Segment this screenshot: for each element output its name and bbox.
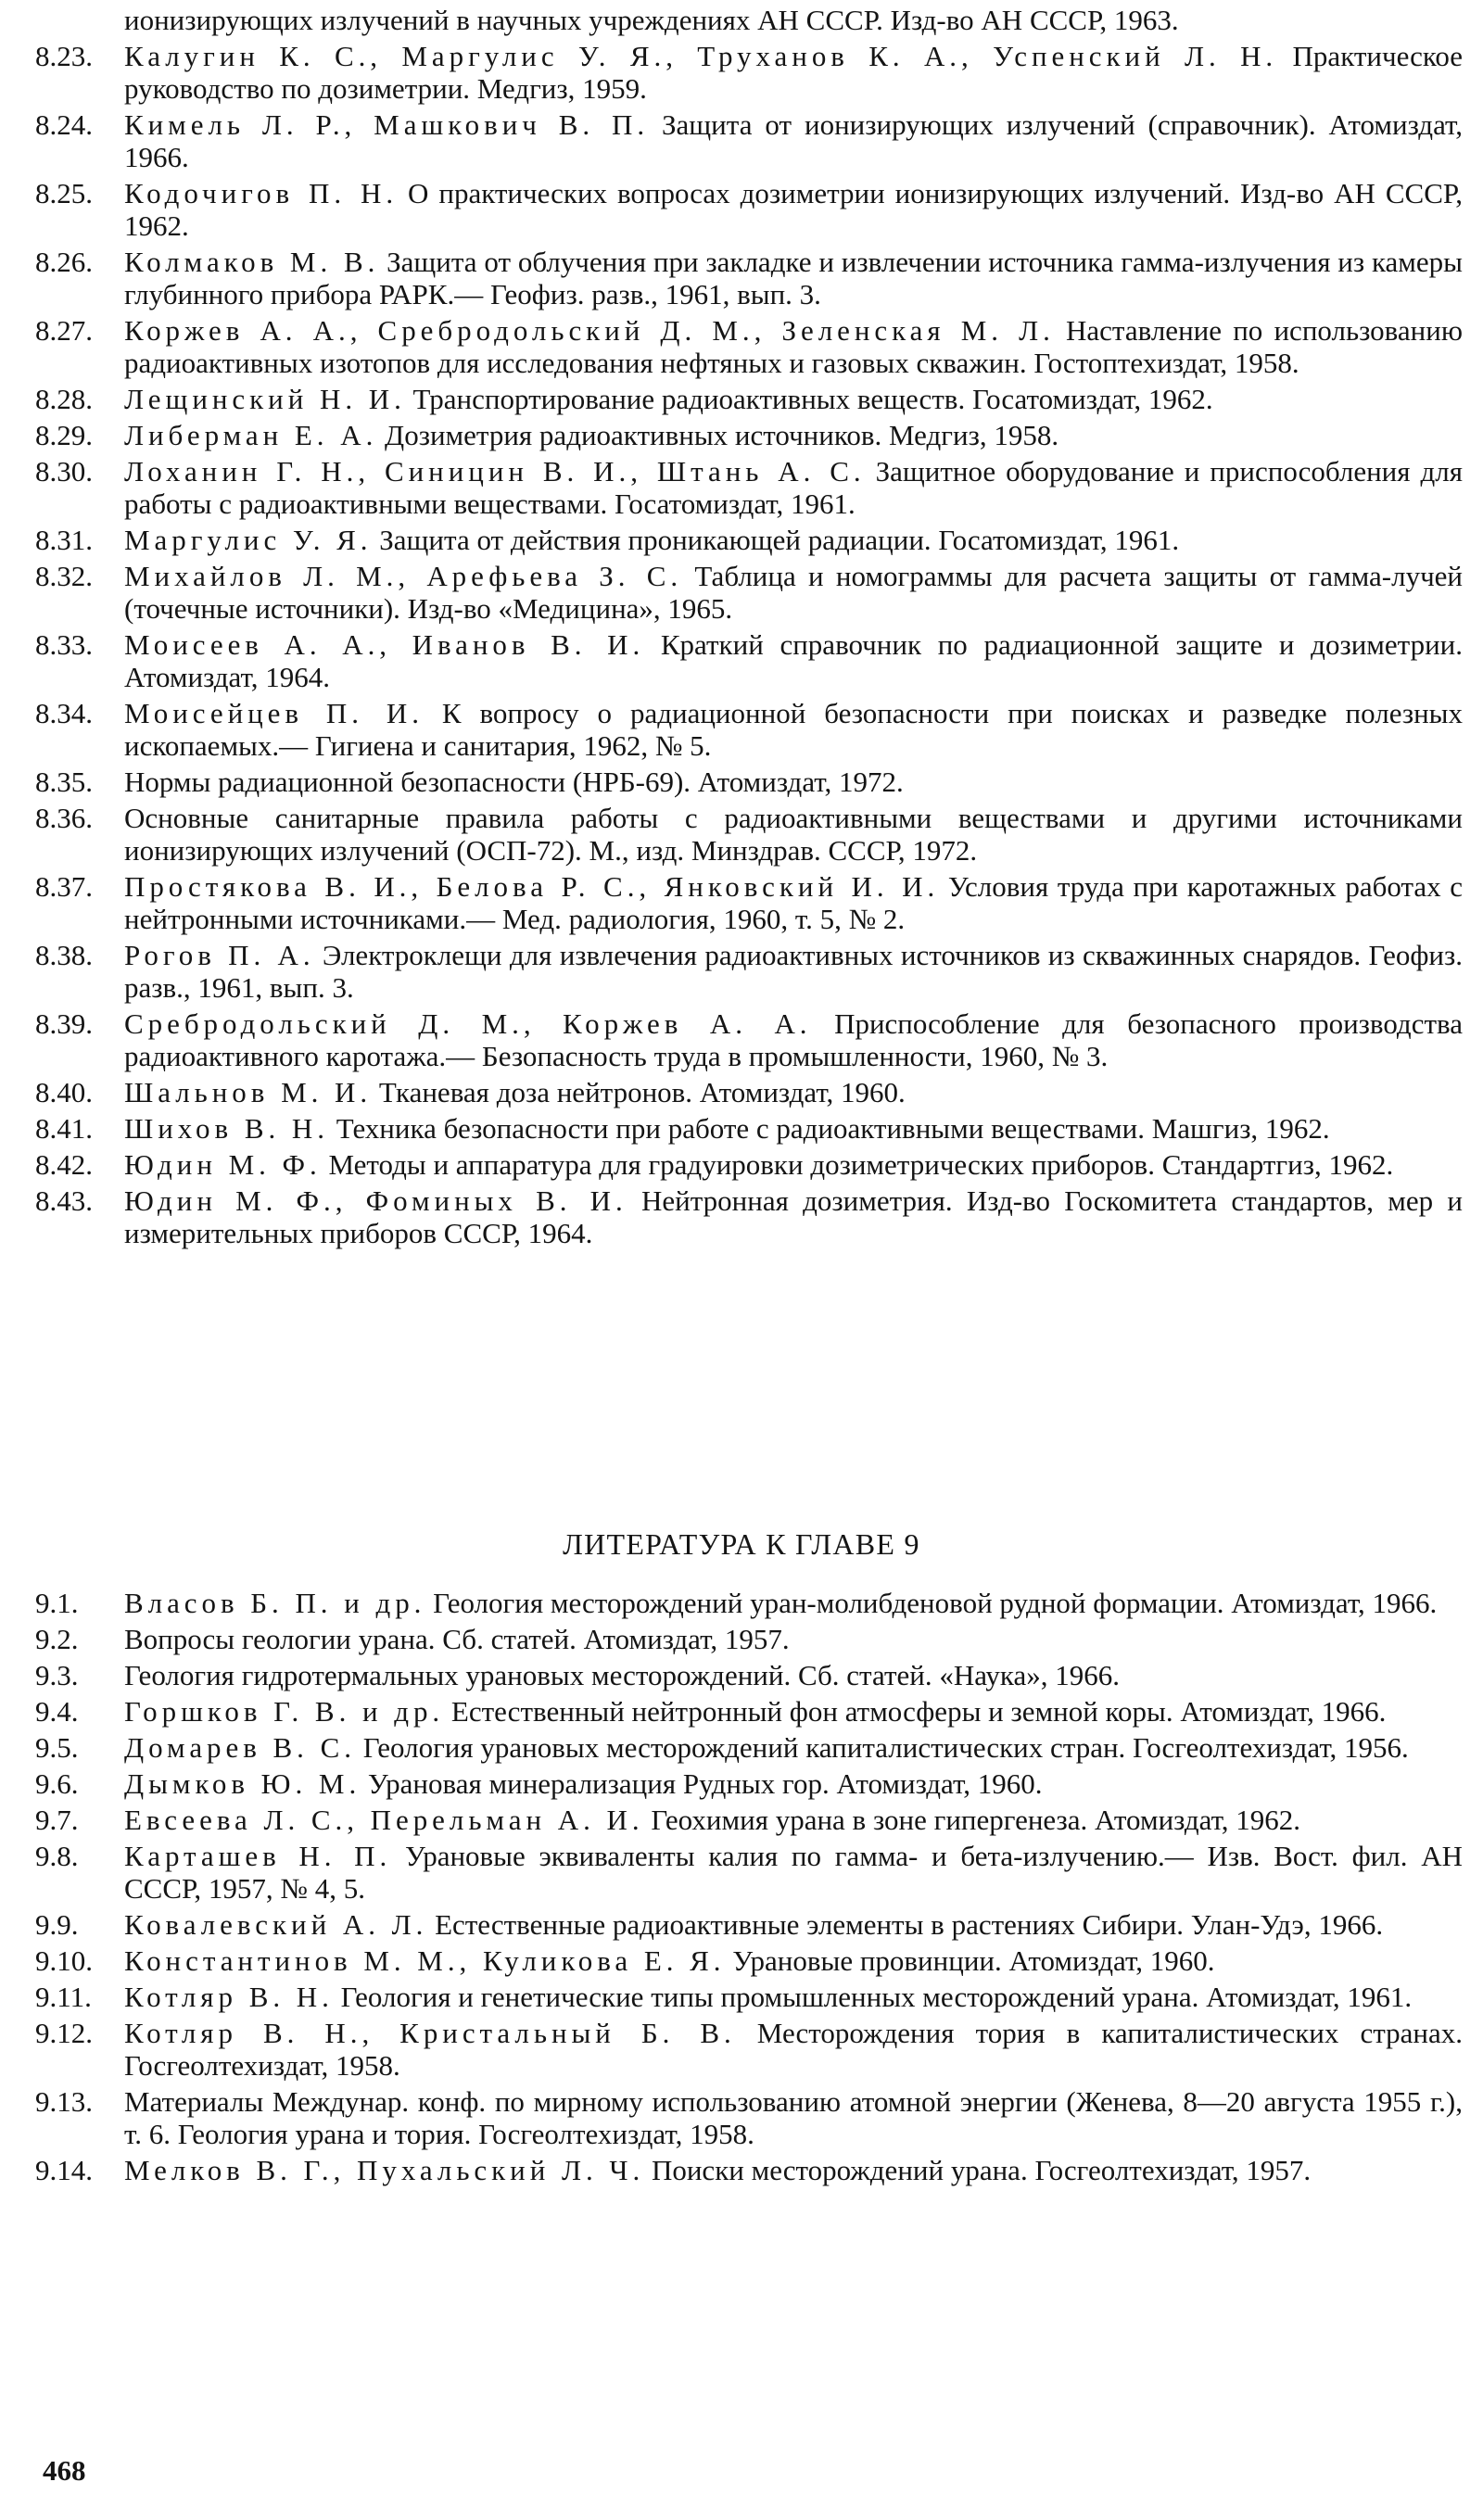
reference-number: 8.26. [35, 246, 93, 278]
reference-authors: Простякова В. И., Белова Р. С., Янковский И. И. [124, 870, 940, 903]
reference-body [124, 1587, 1437, 1619]
reference-number: 8.41. [35, 1112, 93, 1145]
reference-authors: Коржев А. А., Сребродольский Д. М., Зеленская М. Л. [124, 314, 1055, 347]
reference-entry [35, 455, 1463, 520]
reference-body [124, 1148, 1393, 1181]
reference-authors: Маргулис У. Я. [124, 524, 373, 556]
reference-body [124, 2085, 1463, 2150]
reference-list-chapter-8 [35, 4, 1463, 1253]
reference-body [124, 560, 1463, 625]
reference-body [124, 1184, 1463, 1249]
reference-number: 9.13. [35, 2085, 93, 2118]
reference-number: 8.32. [35, 560, 93, 592]
reference-authors: Евсеева Л. С., Перельман А. И. [124, 1804, 644, 1836]
reference-text: Геология гидротермальных урановых месторождений. Сб. статей. «Наука», 1966. [124, 1659, 1121, 1691]
reference-text: К вопросу о радиационной безопасности при поисках и разведке полезных ископаемых.— Гигиена и санитария, 1962, № 5. [124, 697, 1463, 762]
reference-text: Электроклещи для извлечения радиоактивных источников из скважинных снарядов. Геофиз. разв., 1961, вып. 3. [124, 939, 1463, 1004]
reference-body [124, 1908, 1383, 1941]
reference-number: 8.42. [35, 1148, 93, 1181]
reference-authors: Лещинский Н. И. [124, 383, 406, 415]
reference-body [124, 40, 1463, 105]
reference-entry [35, 40, 1463, 105]
reference-text: Вопросы геологии урана. Сб. статей. Атомиздат, 1957. [124, 1623, 790, 1655]
reference-text: ионизирующих излучений в научных учреждениях АН СССР. Изд-во АН СССР, 1963. [124, 4, 1179, 36]
reference-body [124, 1695, 1386, 1728]
reference-text: Тканевая доза нейтронов. Атомиздат, 1960. [378, 1076, 906, 1108]
reference-entry [35, 1981, 1463, 2013]
reference-entry [35, 177, 1463, 242]
reference-text: Геология и генетические типы промышленных месторождений урана. Атомиздат, 1961. [340, 1981, 1413, 2013]
reference-number: 9.11. [35, 1981, 92, 2013]
reference-authors: Колмаков М. В. [124, 246, 380, 278]
reference-entry [35, 1587, 1463, 1619]
reference-body [124, 802, 1463, 867]
reference-entry [35, 2154, 1463, 2186]
reference-number: 8.43. [35, 1184, 93, 1217]
reference-body [124, 1076, 906, 1108]
section-heading: ЛИТЕРАТУРА К ГЛАВЕ 9 [563, 1527, 920, 1561]
reference-entry [35, 1840, 1463, 1905]
reference-body [124, 4, 1179, 36]
reference-entry [35, 108, 1463, 173]
reference-entry [35, 560, 1463, 625]
reference-authors: Котляр В. Н., Кристальный Б. В. [124, 2017, 736, 2049]
reference-authors: Домарев В. С. [124, 1731, 356, 1764]
reference-number: 8.36. [35, 802, 93, 834]
reference-text: Геология месторождений уран-молибденовой рудной формации. Атомиздат, 1966. [433, 1587, 1438, 1619]
reference-entry [35, 1184, 1463, 1249]
reference-number: 9.7. [35, 1804, 79, 1836]
reference-text: Защита от облучения при закладке и извлечении источника гамма-излучения из камеры глубинного прибора РАРК.— Геофиз. разв., 1961, вып. 3. [124, 246, 1464, 310]
reference-number: 9.6. [35, 1767, 79, 1800]
reference-authors: Ковалевский А. Л. [124, 1908, 428, 1941]
reference-number: 9.1. [35, 1587, 79, 1619]
reference-text: Таблица и номограммы для расчета защиты от гамма-лучей (точечные источники). Изд-во «Медицина», 1965. [124, 560, 1464, 625]
reference-authors: Шихов В. Н. [124, 1112, 329, 1145]
reference-authors: Власов Б. П. и др. [124, 1587, 426, 1619]
reference-text: Наставление по использованию радиоактивных изотопов для исследования нефтяных и газовых скважин. Гостоптехиздат, 1958. [124, 314, 1463, 379]
reference-authors: Калугин К. С., Маргулис У. Я., Труханов К. А., Успенский Л. Н. [124, 40, 1278, 72]
reference-authors: Мелков В. Г., Пухальский Л. Ч. [124, 2154, 645, 2186]
reference-text: Приспособление для безопасного производства радиоактивного каротажа.— Безопасность труда в промышленности, 1960, № 3. [124, 1007, 1463, 1072]
reference-number: 9.2. [35, 1623, 79, 1655]
reference-authors: Шальнов М. И. [124, 1076, 373, 1108]
reference-body [124, 177, 1463, 242]
reference-body [124, 870, 1463, 935]
reference-text: Защита от действия проникающей радиации. Госатомиздат, 1961. [379, 524, 1180, 556]
reference-entry [35, 1148, 1463, 1181]
reference-text: Нормы радиационной безопасности (НРБ-69). Атомиздат, 1972. [124, 766, 904, 798]
reference-body [124, 1840, 1463, 1905]
reference-text: Геохимия урана в зоне гипергенеза. Атомиздат, 1962. [651, 1804, 1301, 1836]
reference-authors: Кимель Л. Р., Машкович В. П. [124, 108, 650, 141]
reference-entry [35, 628, 1463, 693]
reference-entry [35, 1695, 1463, 1728]
reference-authors: Карташев Н. П. [124, 1840, 392, 1872]
reference-number: 8.31. [35, 524, 93, 556]
reference-text: Нейтронная дозиметрия. Изд-во Госкомитета стандартов, мер и измерительных приборов СССР, 1964. [124, 1184, 1463, 1249]
reference-entry [35, 1908, 1463, 1941]
reference-number: 8.27. [35, 314, 93, 347]
reference-authors: Лоханин Г. Н., Синицин В. И., Штань А. С. [124, 455, 866, 488]
page-number: 468 [43, 2454, 86, 2487]
reference-authors: Дымков Ю. М. [124, 1767, 361, 1800]
reference-number: 8.25. [35, 177, 93, 209]
reference-entry [35, 1076, 1463, 1108]
reference-entry [35, 697, 1463, 762]
reference-number: 9.12. [35, 2017, 93, 2049]
reference-text: Поиски месторождений урана. Госгеолтехиздат, 1957. [651, 2154, 1312, 2186]
reference-body [124, 419, 1058, 451]
reference-number: 8.34. [35, 697, 93, 729]
reference-body [124, 314, 1463, 379]
reference-authors: Константинов М. М., Куликова Е. Я. [124, 1944, 726, 1977]
reference-text: Условия труда при каротажных работах с нейтронными источниками.— Мед. радиология, 1960, т. 5, № 2. [124, 870, 1463, 935]
reference-authors: Кодочигов П. Н. [124, 177, 399, 209]
reference-text: Транспортирование радиоактивных веществ. Госатомиздат, 1962. [412, 383, 1213, 415]
reference-text: Естественные радиоактивные элементы в растениях Сибири. Улан-Удэ, 1966. [435, 1908, 1384, 1941]
reference-body [124, 524, 1179, 556]
reference-entry [35, 766, 1463, 798]
reference-number: 9.5. [35, 1731, 79, 1764]
reference-text: Материалы Междунар. конф. по мирному использованию атомной энергии (Женева, 8—20 августа 1955 г.), т. 6. Геология урана и тория. Госгеолтехиздат, 1958. [124, 2085, 1463, 2150]
reference-body [124, 1112, 1330, 1145]
reference-authors: Сребродольский Д. М., Коржев А. А. [124, 1007, 812, 1040]
reference-body [124, 1007, 1463, 1072]
reference-number: 8.28. [35, 383, 93, 415]
reference-body [124, 1981, 1412, 2013]
reference-number: 9.9. [35, 1908, 79, 1941]
reference-entry [35, 2085, 1463, 2150]
reference-entry [35, 2017, 1463, 2082]
reference-number: 8.39. [35, 1007, 93, 1040]
reference-number: 8.29. [35, 419, 93, 451]
reference-body [124, 939, 1463, 1004]
reference-number: 8.24. [35, 108, 93, 141]
reference-authors: Котляр В. Н. [124, 1981, 334, 2013]
reference-body [124, 628, 1463, 693]
reference-body [124, 1623, 790, 1655]
reference-number: 8.40. [35, 1076, 93, 1108]
reference-entry [35, 1944, 1463, 1977]
reference-text: Естественный нейтронный фон атмосферы и земной коры. Атомиздат, 1966. [450, 1695, 1387, 1728]
reference-entry [35, 314, 1463, 379]
reference-authors: Либерман Е. А. [124, 419, 378, 451]
reference-text: Защита от ионизирующих излучений (справочник). Атомиздат, 1966. [124, 108, 1463, 173]
reference-body [124, 2154, 1311, 2186]
reference-authors: Моисеев А. А., Иванов В. И. [124, 628, 645, 661]
reference-entry [35, 1623, 1463, 1655]
reference-entry [35, 1804, 1463, 1836]
reference-body [124, 697, 1463, 762]
reference-entry [35, 383, 1463, 415]
reference-number: 9.14. [35, 2154, 93, 2186]
reference-text: Техника безопасности при работе с радиоактивными веществами. Машгиз, 1962. [336, 1112, 1330, 1145]
reference-text: Основные санитарные правила работы с радиоактивными веществами и другими источниками ионизирующих излучений (ОСП-72). М., изд. Минздрав. СССР, 1972. [124, 802, 1463, 867]
reference-text: Практическое руководство по дозиметрии. Медгиз, 1959. [124, 40, 1463, 105]
reference-number: 8.37. [35, 870, 93, 903]
reference-authors: Рогов П. А. [124, 939, 315, 971]
reference-body [124, 1767, 1042, 1800]
reference-body [124, 1944, 1215, 1977]
reference-entry [35, 802, 1463, 867]
reference-entry [35, 870, 1463, 935]
reference-entry [35, 1767, 1463, 1800]
reference-text: Урановые провинции. Атомиздат, 1960. [732, 1944, 1215, 1977]
reference-number: 9.4. [35, 1695, 79, 1728]
reference-text: Краткий справочник по радиационной защите и дозиметрии. Атомиздат, 1964. [124, 628, 1464, 693]
reference-entry [35, 939, 1463, 1004]
reference-number: 8.35. [35, 766, 93, 798]
reference-number: 9.8. [35, 1840, 79, 1872]
reference-entry [35, 1659, 1463, 1691]
reference-text: Месторождения тория в капиталистических странах. Госгеолтехиздат, 1958. [124, 2017, 1464, 2082]
reference-authors: Юдин М. Ф. [124, 1148, 322, 1181]
reference-text: О практических вопросах дозиметрии ионизирующих излучений. Изд-во АН СССР, 1962. [124, 177, 1464, 242]
reference-text: Защитное оборудование и приспособления для работы с радиоактивными веществами. Госатомиздат, 1961. [124, 455, 1463, 520]
reference-entry [35, 419, 1463, 451]
reference-authors: Михайлов Л. М., Арефьева З. С. [124, 560, 683, 592]
reference-authors: Горшков Г. В. и др. [124, 1695, 445, 1728]
reference-number: 8.33. [35, 628, 93, 661]
reference-authors: Юдин М. Ф., Фоминых В. И. [124, 1184, 627, 1217]
reference-entry [35, 1731, 1463, 1764]
reference-body [124, 1804, 1300, 1836]
reference-text: Урановые эквиваленты калия по гамма- и бета-излучению.— Изв. Вост. фил. АН СССР, 1957, № 4, 5. [124, 1840, 1463, 1905]
reference-body [124, 2017, 1463, 2082]
reference-number: 8.38. [35, 939, 93, 971]
reference-number: 9.10. [35, 1944, 93, 1977]
reference-body [124, 1659, 1120, 1691]
reference-body [124, 766, 904, 798]
reference-entry [35, 1007, 1463, 1072]
reference-entry [35, 524, 1463, 556]
reference-number: 8.23. [35, 40, 93, 72]
reference-entry [35, 1112, 1463, 1145]
reference-text: Дозиметрия радиоактивных источников. Медгиз, 1958. [385, 419, 1059, 451]
reference-text: Методы и аппаратура для градуировки дозиметрических приборов. Стандартгиз, 1962. [328, 1148, 1394, 1181]
reference-body [124, 108, 1463, 173]
reference-list-chapter-9 [35, 1587, 1463, 2190]
reference-authors: Моисейцев П. И. [124, 697, 424, 729]
reference-body [124, 455, 1463, 520]
reference-entry [35, 246, 1463, 310]
reference-body [124, 383, 1213, 415]
reference-text: Геология урановых месторождений капиталистических стран. Госгеолтехиздат, 1956. [362, 1731, 1409, 1764]
reference-body [124, 1731, 1409, 1764]
reference-text: Урановая минерализация Рудных гор. Атомиздат, 1960. [367, 1767, 1043, 1800]
reference-body [124, 246, 1463, 310]
reference-entry [35, 4, 1463, 36]
reference-number: 8.30. [35, 455, 93, 488]
reference-number: 9.3. [35, 1659, 79, 1691]
